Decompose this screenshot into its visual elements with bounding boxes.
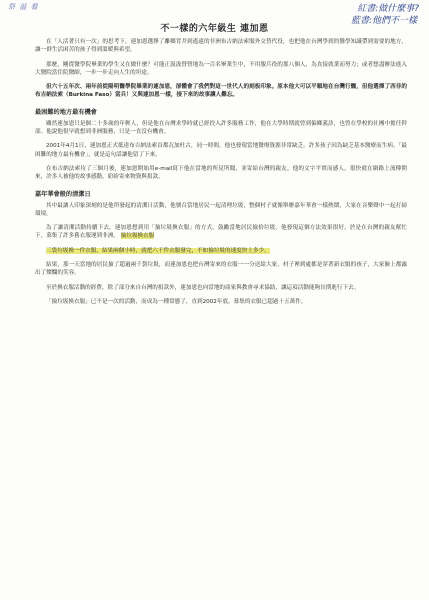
section-heading: 嘉年華會般的清潔日	[35, 190, 91, 198]
paragraph: 2001年4月1日，連加恩正式抵達布吉納法索首都瓦加杜古，同一時間，他也發現當地醫療資源非常缺乏，許多孩子因為缺乏基本醫療而生病。「最困難的地方最有機會」，就是這句話讓他留了下來。	[35, 143, 407, 158]
paragraph: 雖然連加恩只是個二十多歲的年輕人，但是他在台灣求學時就已經投入許多服務工作，他在大學時期就曾到偏鄉義診，也曾在學校的社團中擔任幹部。他說他很早就想到非洲服務，只是一直沒有機會。	[35, 120, 407, 136]
article-title: 不一樣的六年級生 連加恩	[160, 24, 269, 34]
paragraph: 結果，那一天當地的居民撿了超過兩千袋垃圾，而連加恩也把台灣寄來的衣服一一分送給大家，村子裡到處都是穿著新衣服的孩子，大家臉上都露出了燦爛的笑容。	[35, 262, 407, 277]
handwritten-note-red: 紅書:做什麼事?	[357, 4, 419, 14]
paragraph	[35, 247, 407, 255]
paragraph: 為了讓清潔活動持續下去，連加恩想到用「撿垃圾換衣服」的方式，鼓勵當地居民撿拾垃圾，他發現這個方法效果很好，於是在台灣的親友幫忙下，募集了許多舊衣服運到非洲。 撿垃圾換衣服	[35, 225, 407, 240]
paragraph: 至於換衣服活動的經費，除了部分來自台灣的捐款外，連加恩也向當地的商家與教會尋求協助，讓這項活動能夠長期進行下去。	[46, 284, 360, 291]
highlighted-text: 三袋垃圾換一件衣服，結果兩個小時，就把六千件衣服發完，不如撿垃圾的速度快上多少。	[46, 247, 270, 254]
handwritten-note-blue: 藍書:他們不一樣	[350, 16, 417, 26]
highlighted-text: 撿垃圾換衣服	[120, 233, 155, 240]
article-body	[35, 38, 407, 312]
paragraph: 「撿垃圾換衣服」已不是一次的活動，而成為一種常態了，直到2002年底，募集的衣服已超過十五萬件。	[46, 298, 307, 305]
section-heading: 最困難的地方最有機會	[35, 108, 97, 116]
paragraph-intro: 但六十五年次、兩年前從陽明醫學院畢業的連加恩，卻體會了我們對這一世代人的刻板印象。原本他大可以平順地在台灣行醫，但他選擇了西非的布吉納法索（Burkina Faso）當兵！又與連加恩一樣，接下來的故事讓人難忘。	[35, 84, 407, 99]
paragraph: 那麼，剛從醫學院畢業的學生又在做什麼？可能正汲汲營營地為一百名畢業生中，不用服兵役的那八個人，為直接就業而努力；或者想盡辦法進入大醫院當住院醫師，一步一步走向人生的坦途。	[35, 61, 407, 76]
paragraph: 在「人活著只有一次」的思考下，連加恩選擇了離鄉背井到遙遠的非洲布吉納法索服外交替代役，也把他在台灣學到的醫學知識帶到需要的地方，讓一群生活困苦的孩子得到溫暖與希望。	[35, 39, 407, 54]
handwritten-note-left: 祭 溢 看	[8, 3, 39, 11]
paragraph: 其中最讓人印象深刻的是他所發起的清潔日活動，他號召當地居民一起清理垃圾，整個村子就像舉辦嘉年華會一樣熱鬧，大家在音樂聲中一起打掃環境。	[35, 202, 407, 217]
paragraph: 在布吉納法索待了三個月後，連加恩開始用e-mail寫下他在當地的所見所聞，並寄給台灣的親友。他的文字平實而感人，很快就在網路上流傳開來，許多人被他的故事感動，紛紛寄來物資與捐款。	[35, 165, 407, 181]
